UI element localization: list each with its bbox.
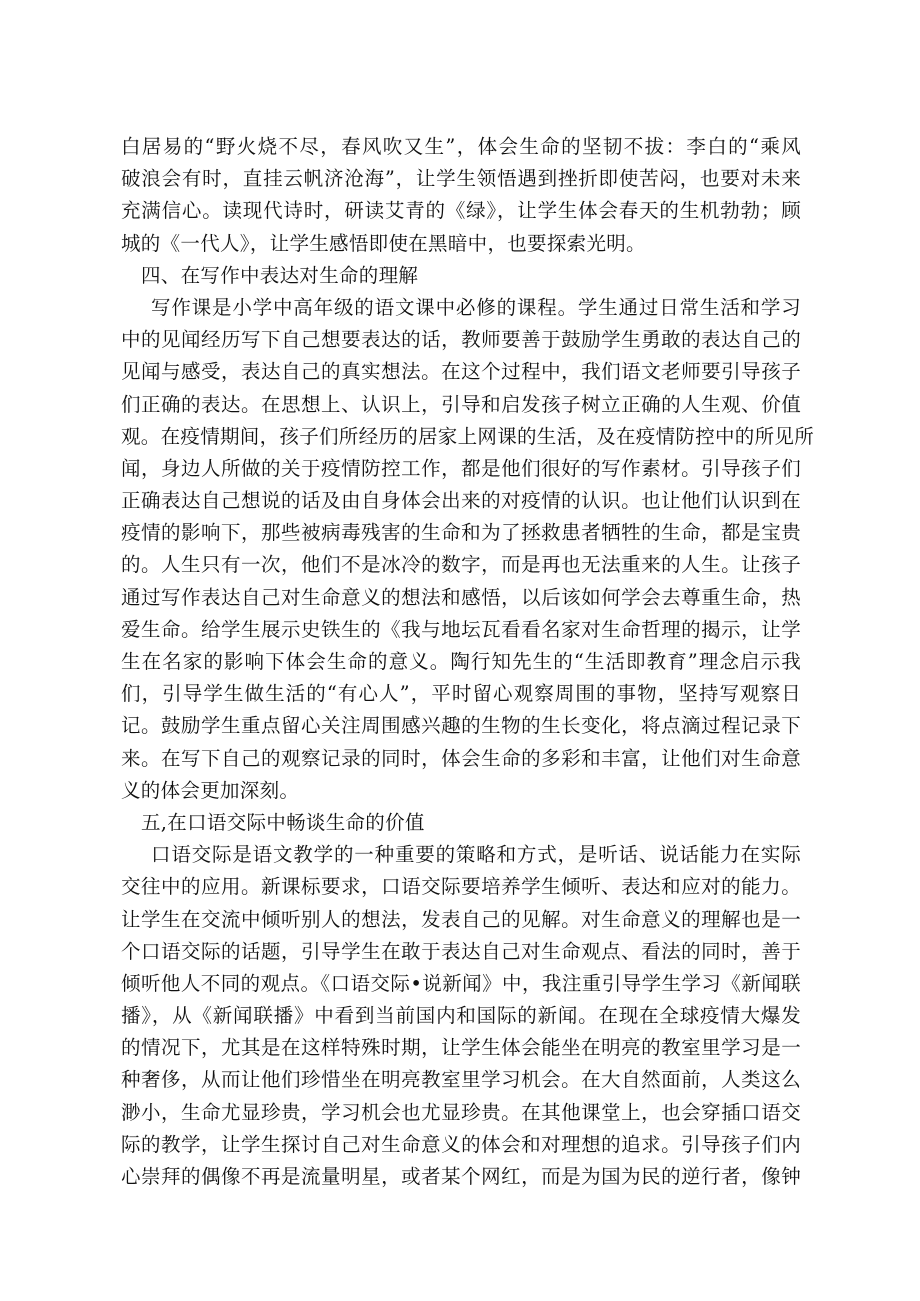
text-line: 中的见闻经历写下自己想要表达的话，教师要善于鼓励学生勇敢的表达自己的 xyxy=(121,328,801,352)
document-body xyxy=(121,131,815,1193)
text-line: 见闻与感受，表达自己的真实想法。在这个过程中，我们语文老师要引导孩子 xyxy=(121,360,801,384)
text-line: 写作课是小学中高年级的语文课中必修的课程。学生通过日常生活和学习 xyxy=(151,295,801,319)
text-line: 交往中的应用。新课标要求，口语交际要培养学生倾听、表达和应对的能力。 xyxy=(121,875,801,899)
text-line: 记。鼓励学生重点留心关注周围感兴趣的生物的生长变化，将点滴过程记录下 xyxy=(121,714,801,738)
section-heading-writing: 四、在写作中表达对生命的理解 xyxy=(141,263,419,287)
text-line: 闻，身边人所做的关于疫情防控工作，都是他们很好的写作素材。引导孩子们 xyxy=(121,456,801,480)
text-line: 疫情的影响下，那些被病毒残害的生命和为了拯救患者牺牲的生命，都是宝贵 xyxy=(121,521,801,545)
text-line: 正确表达自己想说的话及由自身体会出来的对疫情的认识。也让他们认识到在 xyxy=(121,489,801,513)
text-line: 个口语交际的话题，引导学生在敢于表达自己对生命观点、看法的同时，善于 xyxy=(121,939,801,963)
text-line: 的。人生只有一次，他们不是冰冷的数字，而是再也无法重来的人生。让孩子 xyxy=(121,553,801,577)
paragraph-writing xyxy=(121,292,815,807)
text-line: 口语交际是语文教学的一种重要的策略和方式，是听话、说话能力在实际 xyxy=(151,843,801,867)
text-line: 心崇拜的偶像不再是流量明星，或者某个网红，而是为国为民的逆行者，像钟 xyxy=(121,1165,801,1188)
text-line: 们，引导学生做生活的“有心人”，平时留心观察周围的事物，坚持写观察日 xyxy=(121,682,801,706)
text-line: 的情况下，尤其是在这样特殊时期，让学生体会能坐在明亮的教室里学习是一 xyxy=(121,1036,801,1060)
text-line: 倾听他人不同的观点。《口语交际•说新闻》中，我注重引导学生学习《新闻联 xyxy=(121,971,801,995)
text-line: 生在名家的影响下体会生命的意义。陶行知先生的“生活即教育”理念启示我 xyxy=(121,650,801,673)
text-line: 城的《一代人》，让学生感悟即使在黑暗中，也要探索光明。 xyxy=(121,231,646,255)
text-line: 爱生命。给学生展示史铁生的《我与地坛瓦看看名家对生命哲理的揭示，让学 xyxy=(121,617,801,641)
text-line: 种奢侈，从而让他们珍惜坐在明亮教室里学习机会。在大自然面前，人类这么 xyxy=(121,1068,801,1092)
text-line: 破浪会有时，直挂云帆济沧海”，让学生领悟遇到挫折即使苦闷，也要对未来 xyxy=(121,167,801,191)
paragraph-poetry-examples xyxy=(121,131,801,260)
text-line: 播》，从《新闻联播》中看到当前国内和国际的新闻。在现在全球疫情大爆发 xyxy=(121,1004,801,1028)
text-line: 来。在写下自己的观察记录的同时，体会生命的多彩和丰富，让他们对生命意 xyxy=(121,746,801,770)
text-line: 白居易的“野火烧不尽，春风吹又生”，体会生命的坚韧不拔：李白的“乘风 xyxy=(121,135,801,158)
text-line: 渺小，生命尤显珍贵，学习机会也尤显珍贵。在其他课堂上，也会穿插口语交 xyxy=(121,1100,801,1124)
text-line: 际的教学，让学生探讨自己对生命意义的体会和对理想的追求。引导孩子们内 xyxy=(121,1132,801,1156)
text-line: 观。在疫情期间，孩子们所经历的居家上网课的生活，及在疫情防控中的所见所 xyxy=(121,424,815,448)
paragraph-oral-communication xyxy=(121,839,801,1193)
text-line: 们正确的表达。在思想上、认识上，引导和启发孩子树立正确的人生观、价值 xyxy=(121,392,801,416)
section-heading-oral-communication: 五,在口语交际中畅谈生命的价值 xyxy=(141,810,425,834)
text-line: 通过写作表达自己对生命意义的想法和感悟，以后该如何学会去尊重生命，热 xyxy=(121,585,801,609)
text-line: 义的体会更加深刻。 xyxy=(121,778,300,802)
text-line: 让学生在交流中倾听别人的想法，发表自己的见解。对生命意义的理解也是一 xyxy=(121,907,801,931)
text-line: 充满信心。读现代诗时，研读艾青的《绿》，让学生体会春天的生机勃勃；顾 xyxy=(121,199,801,223)
